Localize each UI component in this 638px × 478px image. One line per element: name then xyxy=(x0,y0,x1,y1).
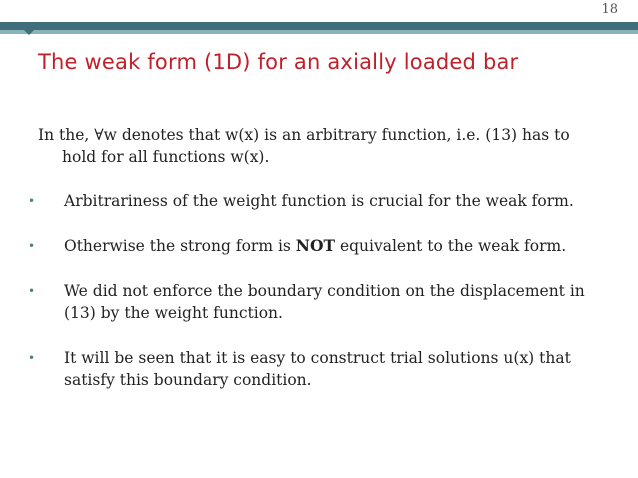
bullet-item-2 xyxy=(26,235,606,257)
intro-paragraph xyxy=(40,124,606,168)
bullet-text: Arbitrariness of the weight function is crucial for the weak form. xyxy=(64,192,574,210)
header-bar-light xyxy=(0,30,638,34)
slide-title: The weak form (1D) for an axially loaded bar xyxy=(38,50,519,74)
bullet-text-line-1: We did not enforce the boundary condition on the displacement in xyxy=(64,282,585,300)
intro-line-2: hold for all functions w(x). xyxy=(62,148,270,166)
header-band xyxy=(0,0,638,22)
bullet-dot: • xyxy=(28,194,36,208)
bullet-dot: • xyxy=(28,239,36,253)
bullet-dot: • xyxy=(28,351,36,365)
bullet-item-1 xyxy=(26,190,606,212)
bullet-text-line-2: satisfy this boundary condition. xyxy=(64,371,312,389)
bullet-item-4 xyxy=(26,347,606,391)
header-bar-notch xyxy=(24,30,34,35)
bullet-text-bold: NOT xyxy=(295,236,336,255)
bullet-dot: • xyxy=(28,284,36,298)
bullet-text-pre: Otherwise the strong form is xyxy=(64,237,296,255)
intro-line-1: In the, ∀w denotes that w(x) is an arbitrary function, i.e. (13) has to xyxy=(38,126,570,144)
slide-body xyxy=(26,124,606,391)
bullet-item-3 xyxy=(26,280,606,324)
bullet-text-post: equivalent to the weak form. xyxy=(335,237,567,255)
header-bar-dark xyxy=(0,22,638,30)
bullet-text-line-1: It will be seen that it is easy to construct trial solutions u(x) that xyxy=(64,349,571,367)
slide-number: 18 xyxy=(601,2,618,17)
bullet-text-line-2: (13) by the weight function. xyxy=(64,304,283,322)
